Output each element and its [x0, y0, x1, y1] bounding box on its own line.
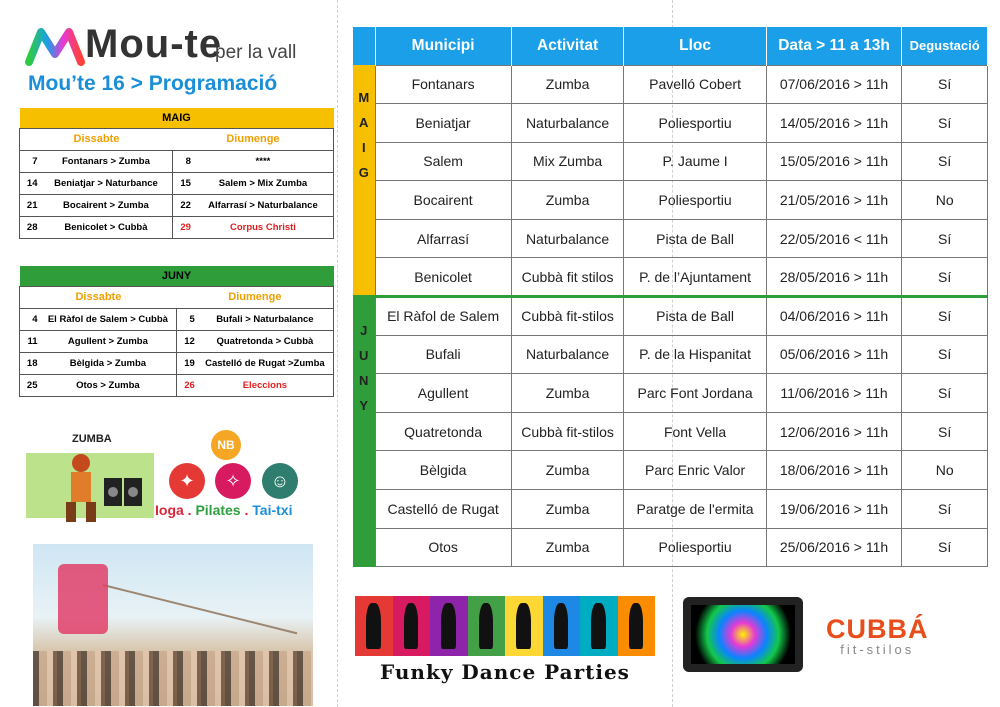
cell-activitat: Naturbalance [511, 104, 624, 143]
sunday-event: Alfarrasí > Naturbalance [193, 194, 334, 216]
column-header: Degustació [902, 27, 988, 65]
cell-lloc: P. Jaume I [624, 142, 766, 181]
cell-degustacio: Sí [902, 219, 988, 258]
sunday-event: Eleccions [197, 374, 334, 396]
moute-logo [25, 22, 325, 68]
cell-activitat: Zumba [511, 65, 624, 104]
sunday-label: Diumenge [173, 128, 334, 150]
cell-degustacio: Sí [902, 490, 988, 529]
cell-municipi: Otos [375, 528, 511, 567]
sunday-date: 29 [173, 216, 193, 238]
cell-lloc: P. de l’Ajuntament [624, 258, 766, 297]
karate-pose-icon: ✧ [215, 463, 251, 499]
beach-dance-photo [33, 544, 313, 706]
cell-activitat: Zumba [511, 490, 624, 529]
cell-activitat: Naturbalance [511, 219, 624, 258]
sunday-date: 22 [173, 194, 193, 216]
month-letter: I [361, 140, 366, 155]
mini-row [20, 308, 334, 330]
activity-ioga: Ioga [155, 502, 184, 518]
saturday-date: 4 [20, 308, 40, 330]
mini-month-title: MAIG [20, 108, 334, 128]
funky-logo-text: Funky Dance Parties [380, 660, 630, 684]
schedule-row [353, 490, 988, 529]
saturday-date: 21 [20, 194, 40, 216]
cell-activitat: Cubbà fit-stilos [511, 297, 624, 336]
mini-day-header-row [20, 286, 334, 308]
cell-activitat: Zumba [511, 528, 624, 567]
saturday-event: Agullent > Zumba [40, 330, 177, 352]
cell-lloc: Parc Enric Valor [624, 451, 766, 490]
month-letter: M [358, 90, 370, 105]
schedule-row [353, 104, 988, 143]
cell-lloc: Parc Font Jordana [624, 374, 766, 413]
cell-municipi: El Ràfol de Salem [375, 297, 511, 336]
cell-lloc: Pista de Ball [624, 219, 766, 258]
cell-lloc: Font Vella [624, 412, 766, 451]
cell-degustacio: Sí [902, 297, 988, 336]
sunday-event: Salem > Mix Zumba [193, 172, 334, 194]
sunday-date: 15 [173, 172, 193, 194]
mini-month-title: JUNY [20, 266, 334, 286]
schedule-header-row [353, 27, 988, 65]
saturday-label: Dissabte [20, 286, 177, 308]
month-letter: U [359, 348, 369, 364]
cell-activitat: Cubbà fit stilos [511, 258, 624, 297]
mini-row [20, 352, 334, 374]
cell-municipi: Benicolet [375, 258, 511, 297]
schedule-row [353, 297, 988, 336]
cell-data: 22/05/2016 < 11h [766, 219, 902, 258]
sunday-date: 5 [177, 308, 197, 330]
cell-degustacio: Sí [902, 65, 988, 104]
cell-data: 04/06/2016 > 11h [766, 297, 902, 336]
logo-tagline: per la vall [215, 42, 297, 63]
cell-degustacio: No [902, 451, 988, 490]
cell-data: 11/06/2016 > 11h [766, 374, 902, 413]
lantern-image [58, 564, 108, 634]
saturday-event: Bèlgida > Zumba [40, 352, 177, 374]
sunday-date: 8 [173, 150, 193, 172]
schedule-row [353, 65, 988, 104]
cell-degustacio: Sí [902, 528, 988, 567]
funky-dance-logo [355, 596, 655, 686]
mini-row [20, 150, 334, 172]
page-title: Mou’te 16 > Programació [28, 72, 278, 95]
cell-lloc: Poliesportiu [624, 104, 766, 143]
mini-row [20, 194, 334, 216]
cell-data: 18/06/2016 > 11h [766, 451, 902, 490]
saturday-date: 11 [20, 330, 40, 352]
saturday-event: Beniatjar > Naturbance [40, 172, 173, 194]
schedule-row [353, 528, 988, 567]
maig-month-strip [353, 65, 375, 297]
activities-label: Ioga . Pilates . Tai-txi [155, 502, 293, 518]
saturday-label: Dissabte [20, 128, 173, 150]
cell-municipi: Quatretonda [375, 412, 511, 451]
cell-activitat: Zumba [511, 181, 624, 220]
cell-municipi: Alfarrasí [375, 219, 511, 258]
cell-degustacio: Sí [902, 258, 988, 297]
month-letter: A [359, 115, 369, 130]
cell-degustacio: No [902, 181, 988, 220]
juny-month-strip [353, 297, 375, 567]
mini-row [20, 374, 334, 396]
cell-degustacio: Sí [902, 412, 988, 451]
sunday-event: Bufali > Naturbalance [197, 308, 334, 330]
cell-lloc: Pista de Ball [624, 297, 766, 336]
cubba-logo [826, 614, 929, 657]
schedule-row [353, 258, 988, 297]
yoga-pose-icon: ✦ [169, 463, 205, 499]
meditation-pose-icon: ☺ [262, 463, 298, 499]
month-letter: G [358, 165, 369, 180]
sunday-event: **** [193, 150, 334, 172]
cell-lloc: Poliesportiu [624, 181, 766, 220]
crowd-image [33, 651, 313, 706]
sunday-event: Quatretonda > Cubbà [197, 330, 334, 352]
cell-data: 21/05/2016 > 11h [766, 181, 902, 220]
saturday-date: 18 [20, 352, 40, 374]
cell-data: 14/05/2016 > 11h [766, 104, 902, 143]
logo-text: Mou-te [85, 22, 223, 66]
cell-activitat: Mix Zumba [511, 142, 624, 181]
schedule-row [353, 451, 988, 490]
cell-activitat: Naturbalance [511, 335, 624, 374]
activity-taitxi: Tai-txi [252, 502, 293, 518]
saturday-event: Benicolet > Cubbà [40, 216, 173, 238]
sunday-label: Diumenge [177, 286, 334, 308]
cell-municipi: Beniatjar [375, 104, 511, 143]
saturday-event: Otos > Zumba [40, 374, 177, 396]
cell-activitat: Zumba [511, 451, 624, 490]
schedule-row [353, 142, 988, 181]
cell-degustacio: Sí [902, 374, 988, 413]
cell-activitat: Zumba [511, 374, 624, 413]
cell-lloc: Pavelló Cobert [624, 65, 766, 104]
sunday-date: 19 [177, 352, 197, 374]
moute-rainbow-m-icon [25, 26, 85, 66]
column-header: Activitat [511, 27, 624, 65]
schedule-row [353, 374, 988, 413]
cell-degustacio: Sí [902, 142, 988, 181]
cell-data: 25/06/2016 > 11h [766, 528, 902, 567]
mini-row [20, 216, 334, 238]
cell-degustacio: Sí [902, 104, 988, 143]
mini-day-header-row [20, 128, 334, 150]
column-header: Lloc [624, 27, 766, 65]
cell-municipi: Bocairent [375, 181, 511, 220]
column-header: Municipi [375, 27, 511, 65]
saturday-date: 7 [20, 150, 40, 172]
mini-row [20, 172, 334, 194]
saturday-date: 28 [20, 216, 40, 238]
mini-header-row [20, 266, 334, 286]
nb-logo-text: NB [211, 430, 241, 460]
cell-lloc: Poliesportiu [624, 528, 766, 567]
zumba-logo-text: ZUMBA [72, 433, 112, 445]
cell-data: 19/06/2016 > 11h [766, 490, 902, 529]
activity-pilates: Pilates [195, 502, 241, 518]
cell-municipi: Castelló de Rugat [375, 490, 511, 529]
saturday-event: El Ràfol de Salem > Cubbà [40, 308, 177, 330]
column-header: Data > 11 a 13h [766, 27, 902, 65]
cell-municipi: Bufali [375, 335, 511, 374]
schedule-row [353, 219, 988, 258]
cell-data: 15/05/2016 > 11h [766, 142, 902, 181]
schedule-row [353, 412, 988, 451]
sunday-date: 12 [177, 330, 197, 352]
cubba-name: CUBBÁ [826, 614, 929, 644]
month-letter: Y [359, 398, 369, 414]
saturday-event: Bocairent > Zumba [40, 194, 173, 216]
sunday-event: Corpus Christi [193, 216, 334, 238]
tablet-image [683, 597, 803, 672]
month-letter: J [360, 323, 368, 339]
cell-lloc: Paratge de l'ermita [624, 490, 766, 529]
cell-data: 07/06/2016 > 11h [766, 65, 902, 104]
cell-activitat: Cubbà fit-stilos [511, 412, 624, 451]
cell-data: 28/05/2016 > 11h [766, 258, 902, 297]
yoga-pilates-logo [155, 430, 325, 525]
sunday-event: Castelló de Rugat >Zumba [197, 352, 334, 374]
cell-degustacio: Sí [902, 335, 988, 374]
saturday-event: Fontanars > Zumba [40, 150, 173, 172]
month-letter: N [359, 373, 369, 389]
mini-calendar-juny [19, 266, 334, 397]
saturday-date: 14 [20, 172, 40, 194]
zumba-logo [26, 418, 154, 526]
schedule-table [353, 27, 988, 567]
saturday-date: 25 [20, 374, 40, 396]
schedule-row [353, 181, 988, 220]
cell-lloc: P. de la Hispanitat [624, 335, 766, 374]
cell-data: 05/06/2016 > 11h [766, 335, 902, 374]
cell-municipi: Fontanars [375, 65, 511, 104]
cell-municipi: Salem [375, 142, 511, 181]
mini-row [20, 330, 334, 352]
cubba-tagline: fit-stilos [840, 642, 915, 657]
mini-header-row [20, 108, 334, 128]
cell-data: 12/06/2016 > 11h [766, 412, 902, 451]
schedule-row [353, 335, 988, 374]
cell-municipi: Bèlgida [375, 451, 511, 490]
header-corner [353, 27, 375, 65]
cell-municipi: Agullent [375, 374, 511, 413]
mini-calendar-maig [19, 108, 334, 239]
sunday-date: 26 [177, 374, 197, 396]
